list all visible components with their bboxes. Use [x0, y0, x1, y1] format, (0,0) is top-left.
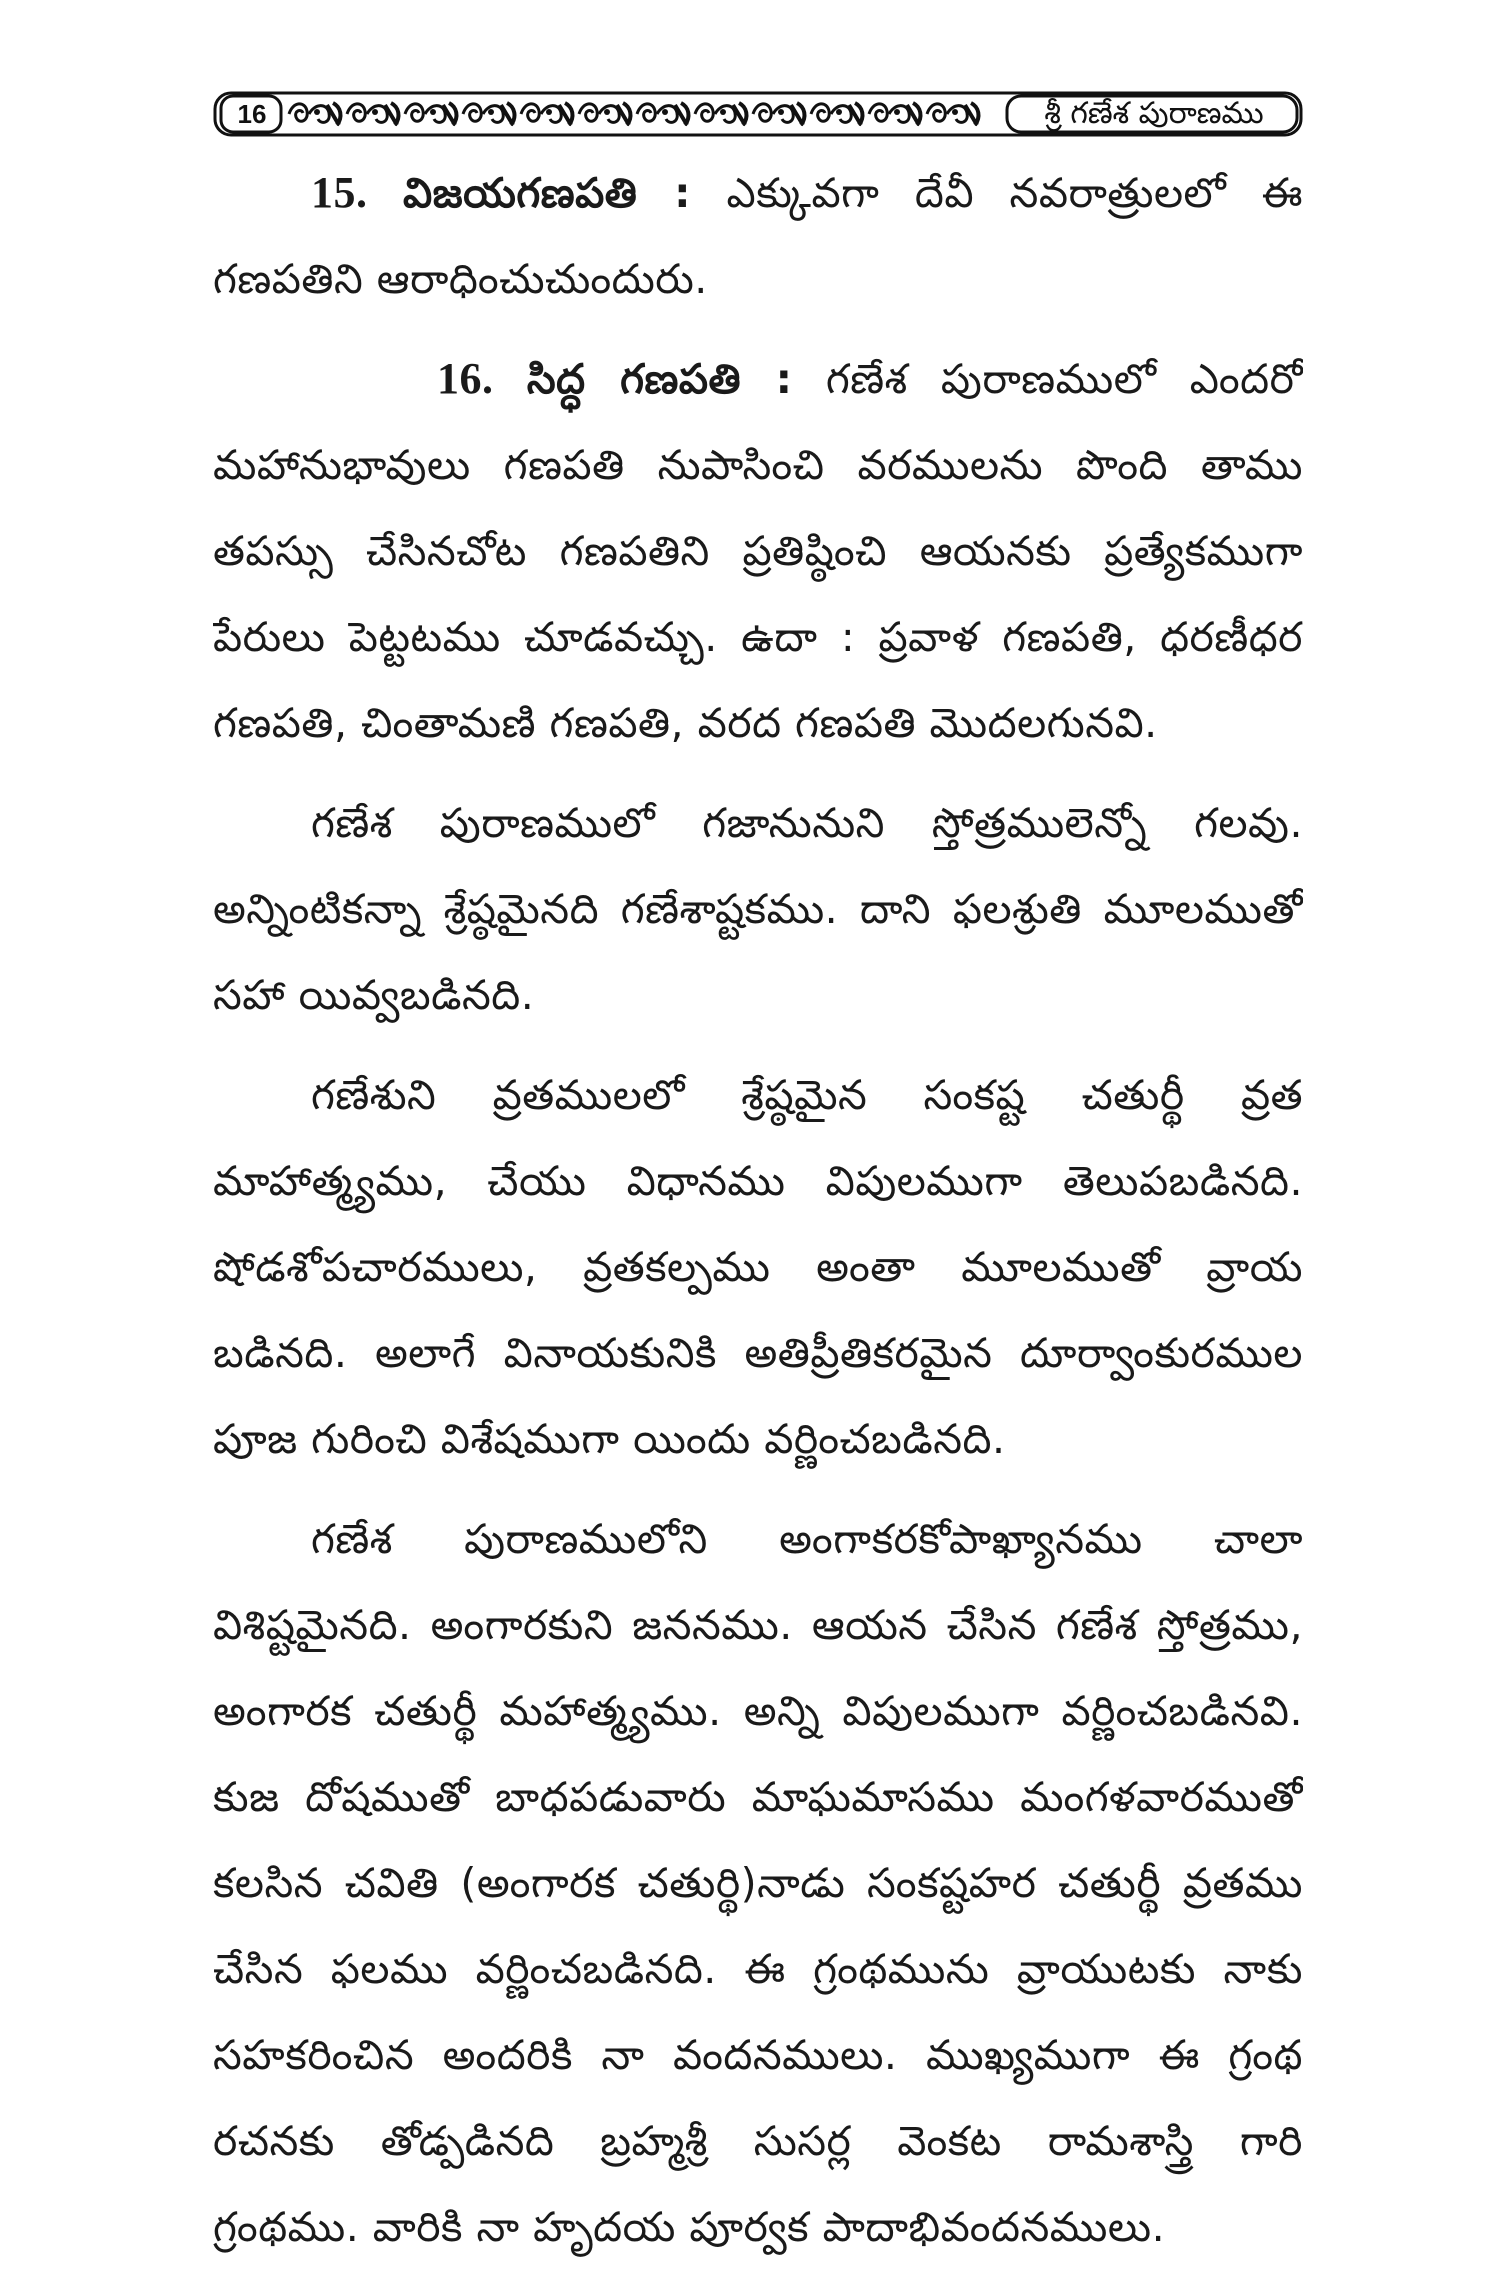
- text-line: విశిష్టమైనది. అంగారకుని జననము. ఆయన చేసిన గణేశ స్తోత్రము,: [213, 1601, 1303, 1649]
- text-line: గణేశ పురాణములోని అంగాకరకోపాఖ్యానము చాలా: [311, 1515, 1303, 1563]
- text-line: మహానుభావులు గణపతి నుపాసించి వరములను పొంది తాము: [213, 441, 1303, 489]
- text-line: తపస్సు చేసినచోట గణపతిని ప్రతిష్ఠించి ఆయనకు ప్రత్యేకముగా: [213, 527, 1303, 575]
- text-line: గణపతిని ఆరాధించుచుందురు.: [213, 255, 708, 303]
- paragraph-vijaya-ganapati: [213, 150, 1303, 322]
- text-line: పూజ గురించి విశేషముగా యిందు వర్ణించబడినది.: [213, 1415, 1006, 1463]
- item-number: 15.: [311, 168, 368, 217]
- text-line: కుజ దోషముతో బాధపడువారు మాఘమాసము మంగళవారముతో: [213, 1773, 1303, 1821]
- text-line: అంగారక చతుర్థీ మహాత్మ్యము. అన్ని విపులముగా వర్ణించబడినవి.: [213, 1687, 1303, 1735]
- text-line: గ్రంథము. వారికి నా హృదయ పూర్వక పాదాభివందనములు.: [213, 2203, 1166, 2251]
- item-heading: విజయగణపతి :: [403, 169, 692, 217]
- text-line: గణేశుని వ్రతములలో శ్రేష్ఠమైన సంకష్ట చతుర్థీ వ్రత: [311, 1071, 1303, 1119]
- text-line: బడినది. అలాగే వినాయకునికి అతిప్రీతికరమైన దూర్వాంకురముల: [213, 1329, 1303, 1377]
- paragraph-stotras: [213, 780, 1303, 1038]
- text-line: మాహాత్మ్యము, చేయు విధానము విపులముగా తెలుపబడినది.: [213, 1157, 1303, 1205]
- floral-border-ornament-icon: [287, 95, 985, 133]
- paragraph-vratas: [213, 1052, 1303, 1482]
- paragraph-siddha-ganapati: [213, 336, 1303, 766]
- line-text: ఎక్కువగా దేవీ నవరాత్రులలో ఈ: [691, 169, 1303, 217]
- text-line: గణపతి, చింతామణి గణపతి, వరద గణపతి మొదలగునవి.: [213, 699, 1158, 747]
- text-line: షోడశోపచారములు, వ్రతకల్పము అంతా మూలముతో వ్రాయ: [213, 1243, 1303, 1291]
- text-line: రచనకు తోడ్పడినది బ్రహ్మశ్రీ సుసర్ల వెంకట రామశాస్త్రి గారి: [213, 2117, 1303, 2165]
- text-line: పేరులు పెట్టటము చూడవచ్చు. ఉదా : ప్రవాళ గణపతి, ధరణీధర: [213, 613, 1303, 661]
- item-number: 16.: [437, 354, 494, 403]
- text-line: [213, 150, 1303, 236]
- text-line: [213, 336, 1303, 422]
- page-header: [213, 90, 1303, 138]
- item-heading: సిద్ధ గణపతి :: [526, 355, 793, 403]
- text-line: కలసిన చవితి (అంగారక చతుర్థి)నాడు సంకష్టహర చతుర్థీ వ్రతము: [213, 1859, 1303, 1907]
- page-body: [213, 150, 1303, 2284]
- line-text: గణేశ పురాణములో ఎందరో: [792, 355, 1303, 403]
- page-number: 16: [237, 99, 267, 129]
- text-line: సహకరించిన అందరికి నా వందనములు. ముఖ్యముగా ఈ గ్రంథ: [213, 2031, 1303, 2079]
- text-line: గణేశ పురాణములో గజానునుని స్తోత్రములెన్నో గలవు.: [311, 799, 1303, 847]
- paragraph-angaraka: [213, 1496, 1303, 2270]
- text-line: అన్నింటికన్నా శ్రేష్ఠమైనది గణేశాష్టకము. దాని ఫలశ్రుతి మూలముతో: [213, 885, 1303, 933]
- book-title: శ్రీ గణేశ పురాణము: [1044, 96, 1264, 131]
- text-line: సహా యివ్వబడినది.: [213, 971, 535, 1019]
- text-line: చేసిన ఫలము వర్ణించబడినది. ఈ గ్రంథమును వ్రాయుటకు నాకు: [213, 1945, 1303, 1993]
